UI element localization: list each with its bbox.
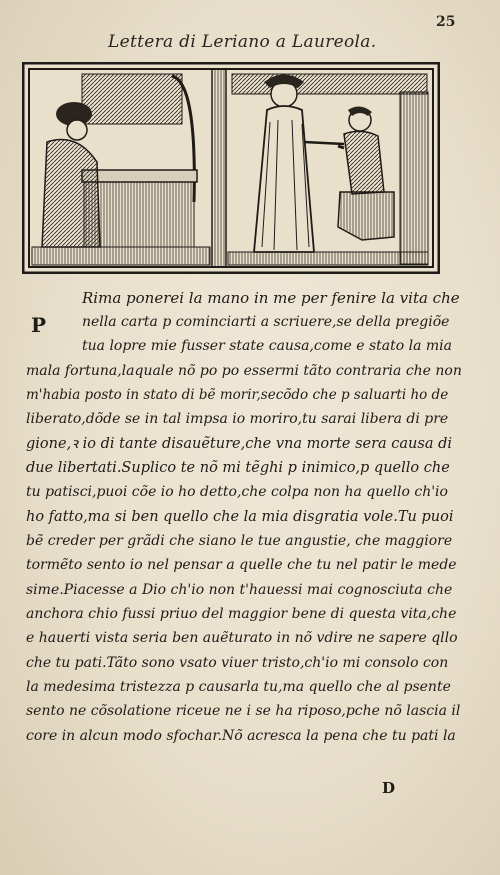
text-line: Rima ponerei la mano in me per fenire la vita che — [82, 289, 460, 307]
text-line: sime.Piacesse a Dio ch'io non t'hauessi mai cognosciuta che — [26, 582, 453, 598]
text-line: e hauerti vista seria ben auẽturato in nõ vdire ne sapere qllo — [26, 630, 458, 646]
text-line: nella carta p cominciarti a scriuere,se della pregiõe — [82, 314, 450, 330]
text-line: la medesima tristezza p causarla tu,ma quello che al psente — [26, 679, 451, 695]
text-line: mala fortuna,laquale nõ po po essermi tãto contraria che non — [26, 363, 462, 379]
text-line: due libertati.Suplico te nõ mi tẽghi p inimico,p quello che — [26, 460, 450, 476]
text-line: che tu pati.Tãto sono vsato viuer tristo,ch'io mi consolo con — [26, 655, 449, 671]
text-line: tu patisci,puoi cõe io ho detto,che colpa non ha quello ch'io — [26, 484, 448, 500]
drop-cap: P — [31, 313, 47, 337]
text-line: gione,ꝛ io di tante disauẽture,che vna morte sera causa di — [26, 436, 452, 452]
page-number: 25 — [436, 14, 456, 30]
text-line: sento ne cõsolatione riceue ne i se ha riposo,pche nõ lascia il — [26, 703, 461, 719]
text-line: m'habia posto in stato di bẽ morir,secõdo che p saluarti ho de — [26, 387, 449, 403]
text-line: ho fatto,ma si ben quello che la mia disgratia vole.Tu puoi — [26, 509, 454, 525]
text-line: tua lopre mie fusser state causa,come e stato la mia — [82, 338, 452, 354]
text-line: bẽ creder per grãdi che siano le tue angustie, che maggiore — [26, 533, 453, 549]
woodcut-illustration-icon — [22, 62, 440, 274]
text-line: tormẽto sento io nel pensar a quelle che tu nel patir le mede — [26, 557, 457, 573]
text-line: anchora chio fussi priuo del maggior bene di questa vita,che — [26, 606, 457, 622]
page-header-title: Lettera di Leriano a Laureola. — [108, 32, 377, 52]
text-line: core in alcun modo sfochar.Nõ acresca la pena che tu pati la — [26, 728, 456, 744]
signature-mark: D — [382, 779, 396, 797]
text-line: liberato,dõde se in tal impsa io moriro,tu sarai libera di pre — [26, 411, 449, 427]
